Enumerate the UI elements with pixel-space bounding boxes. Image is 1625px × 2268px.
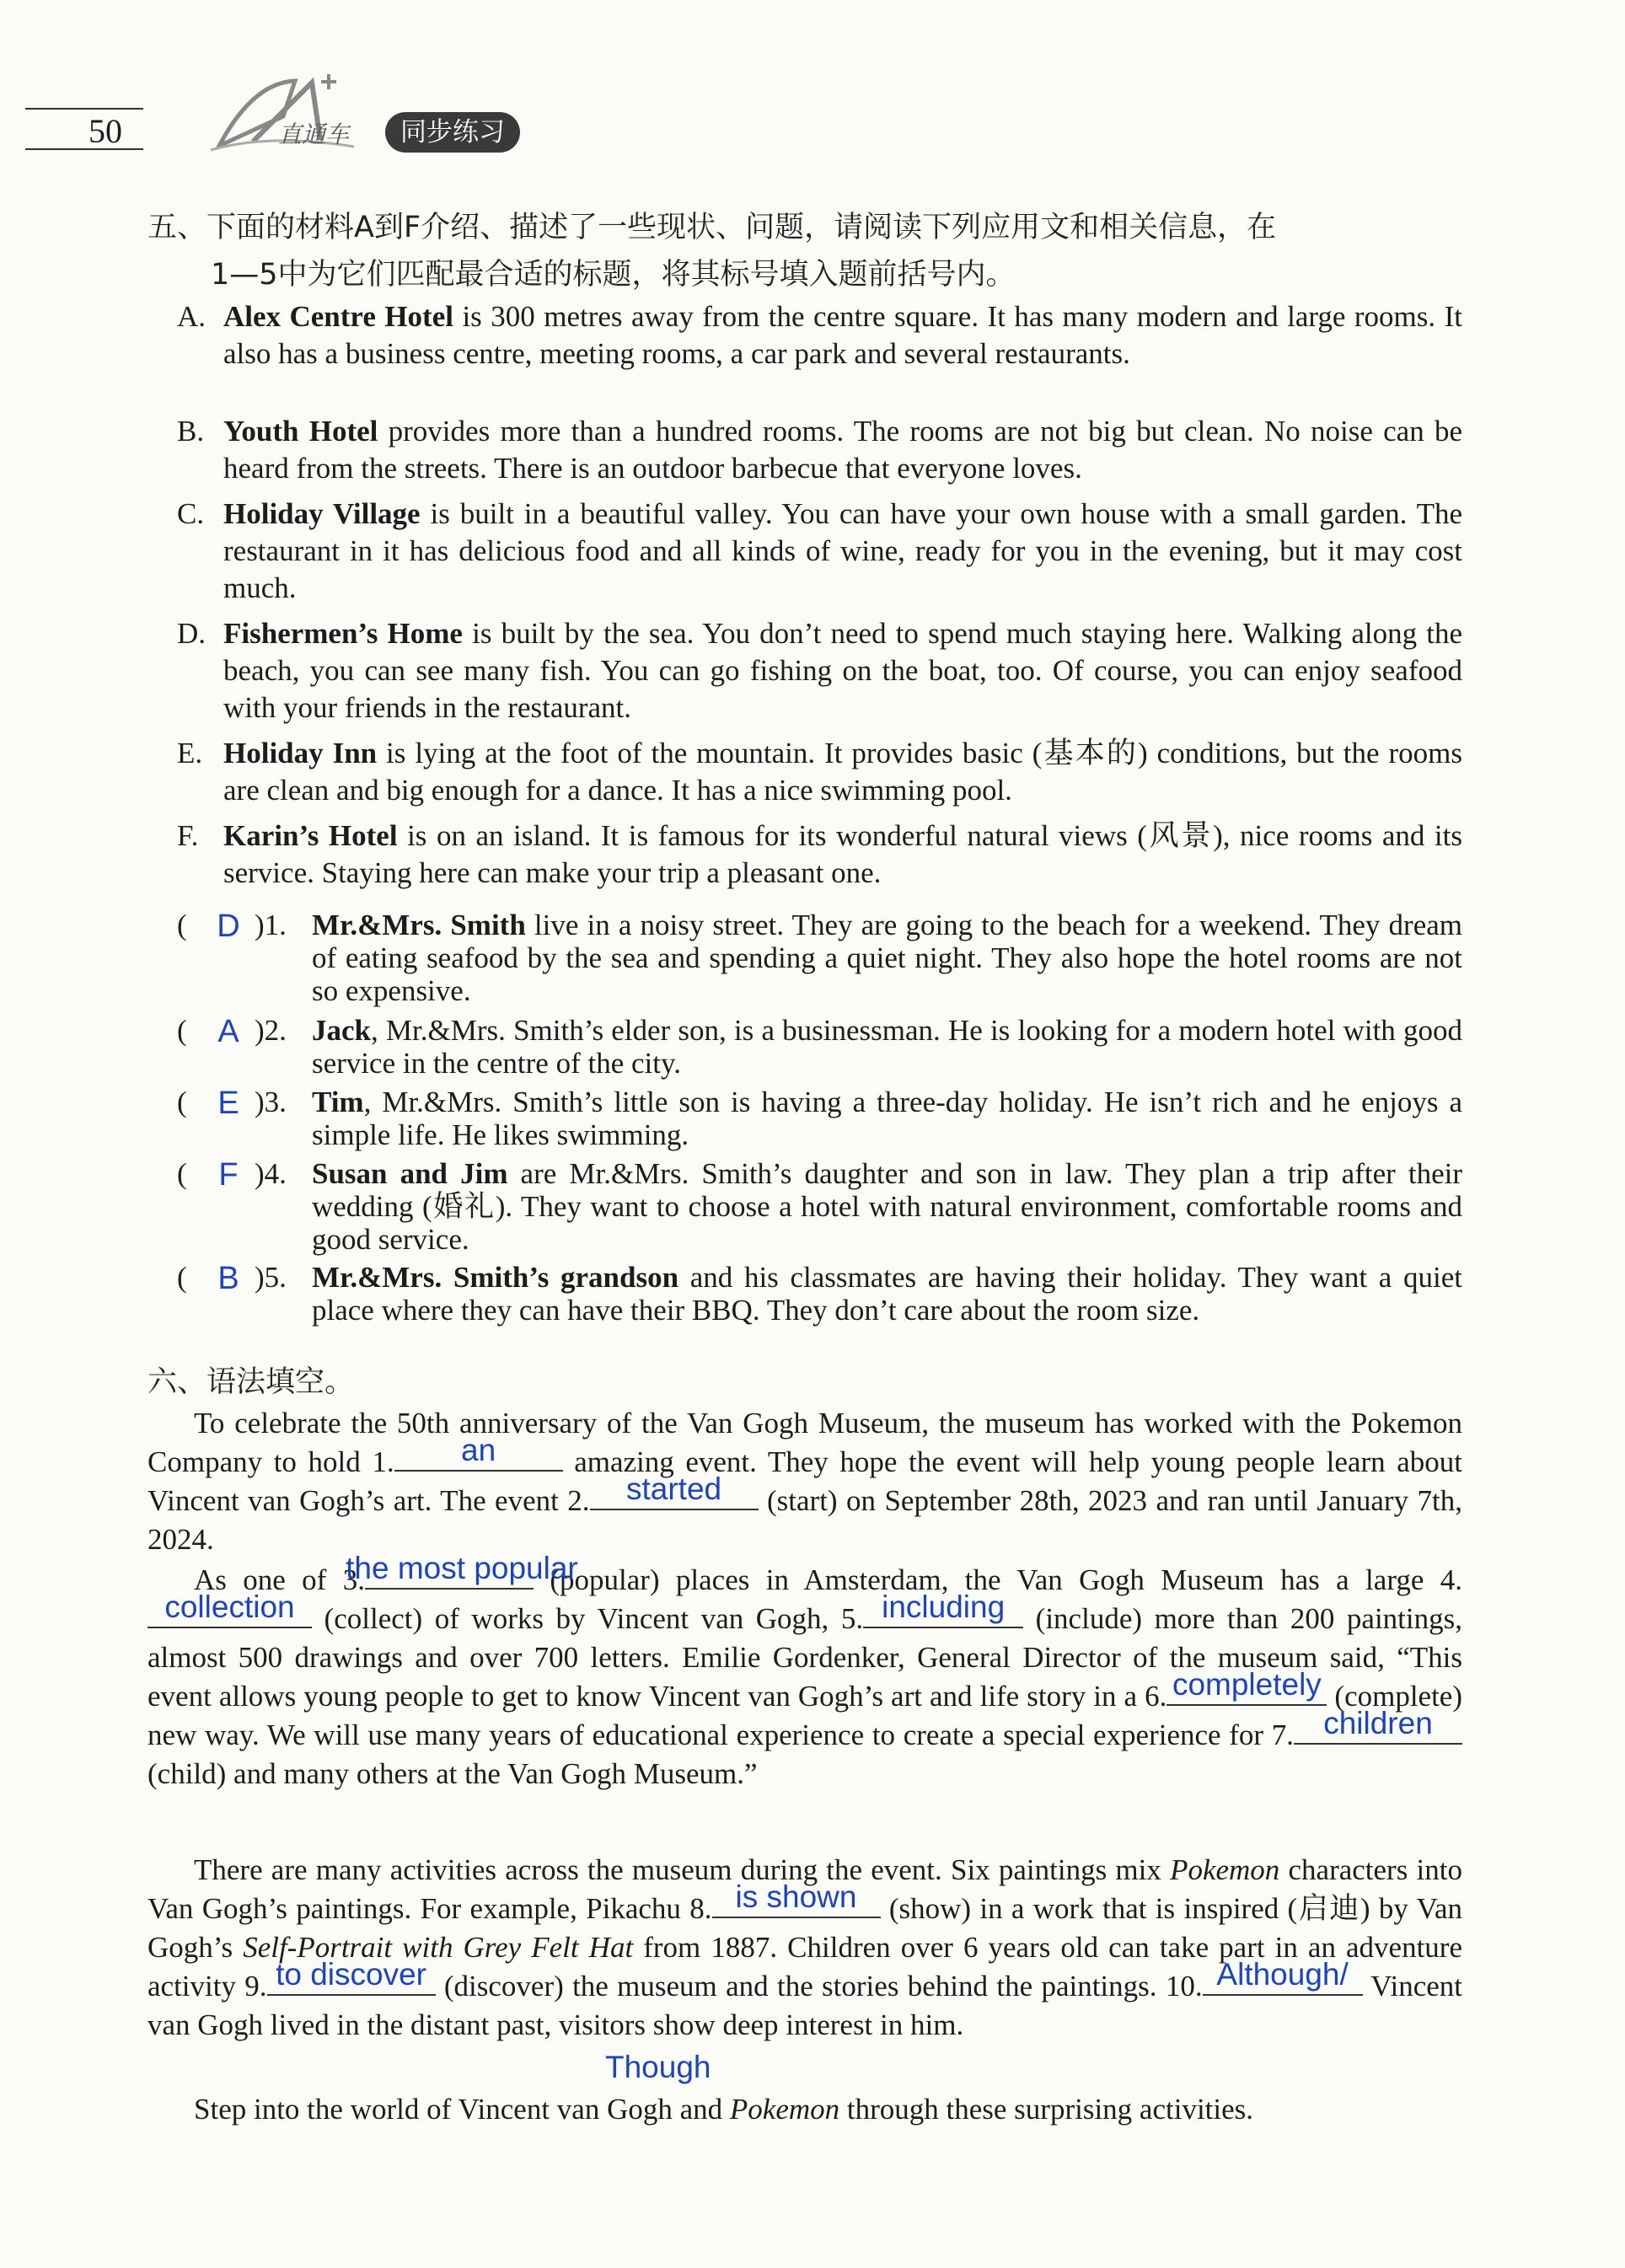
option-letter: A. [177, 300, 206, 333]
answer-1: an [461, 1433, 496, 1467]
person-name: Susan and Jim [312, 1157, 508, 1190]
option-letter: C. [177, 497, 205, 530]
hotel-name: Holiday Village [223, 497, 421, 530]
hotel-name: Alex Centre Hotel [223, 300, 453, 333]
question-text: , Mr.&Mrs. Smith’s little son is having a three-day holiday. He isn’t rich and he enjoys a simple life. He likes swimming. [312, 1086, 1462, 1151]
answer-7: children [1323, 1706, 1433, 1740]
person-name: Mr.&Mrs. Smith’s grandson [312, 1261, 679, 1294]
question-text: and his classmates are having their holiday. They want a quiet place where they can have their BBQ. They don’t care about the room size. [312, 1261, 1463, 1327]
option-text: provides more than a hundred rooms. The rooms are not big but clean. No noise can be heard from the streets. There is an outdoor barbecue that everyone loves. [223, 415, 1463, 485]
blank-4[interactable] [147, 1590, 312, 1628]
question-1: ( D )1. Mr.&Mrs. Smith live in a noisy street. They are going to the beach for a weekend. They dream of eating seafood by the sea and spending a quiet night. They also hope the hotel rooms are not so expensive. [177, 909, 1462, 1007]
option-c [177, 496, 1462, 607]
question-4: ( F )4. Susan and Jim are Mr.&Mrs. Smith’s daughter and son in law. They plan a trip after their wedding (婚礼). They want to choose a hotel with natural environment, comfortable rooms and good service. [177, 1157, 1462, 1256]
blank-9[interactable] [267, 1957, 436, 1996]
answer-10: Although/ [1216, 1957, 1349, 1992]
option-text: is on an island. It is famous for its wonderful natural views (风景), nice rooms and its service. Staying here can make your trip a pleasant one. [223, 819, 1462, 889]
blank-6[interactable] [1166, 1667, 1327, 1706]
answer-9: to discover [276, 1957, 426, 1992]
answer-4: collection [164, 1590, 295, 1624]
blank-10[interactable] [1203, 1957, 1363, 1996]
answer-10-alt: Though [605, 2050, 711, 2084]
page-number-frame [25, 108, 143, 150]
cloze-paragraph-3: There are many activities across the museum during the event. Six paintings mix Pokemon characters into Van Gogh’s paintings. For example, Pikachu 8. is shown (show) in a work that is inspired (启迪) by Van Gogh’s Self-Portrait with Grey Felt Hat from 1887. Children over 6 years old can take part in an adventure activity 9. to discover (discover) the museum and the stories behind the paintings. 10. Although/ Vincent van Gogh lived in the distant past, visitors show deep interest in him. [147, 1853, 1463, 2041]
answer-5: including [882, 1590, 1006, 1624]
hotel-name: Karin’s Hotel [223, 819, 398, 852]
option-text: is 300 metres away from the centre square. It has many modern and large rooms. It also has a business centre, meeting rooms, a car park and several restaurants. [223, 300, 1462, 370]
closing-line: Step into the world of Vincent van Gogh and Pokemon through these surprising activities. [194, 2093, 1254, 2126]
option-d [177, 615, 1462, 727]
question-text: , Mr.&Mrs. Smith’s elder son, is a businessman. He is looking for a modern hotel with good service in the centre of the city. [312, 1014, 1462, 1080]
question-text: are Mr.&Mrs. Smith’s daughter and son in law. They plan a trip after their wedding (婚礼). They want to choose a hotel with natural environment, comfortable rooms and good service. [312, 1157, 1462, 1256]
logo-text: 直通车 [278, 121, 350, 148]
blank-8[interactable] [712, 1879, 881, 1918]
cloze-paragraph-1: To celebrate the 50th anniversary of the Van Gogh Museum, the museum has worked with the Pokemon Company to hold 1. an amazing event. They hope the event will help young people learn about Vincent van Gogh’s art. The event 2. started (start) on September 28th, 2023 and ran until January 7th, 2024. [147, 1407, 1462, 1556]
answer-choice: B [217, 1261, 239, 1296]
answer-choice: F [218, 1157, 239, 1193]
hotel-name: Youth Hotel [223, 415, 378, 448]
option-letter: B. [177, 415, 205, 448]
option-e [177, 735, 1462, 809]
question-2: ( A )2. Jack, Mr.&Mrs. Smith’s elder son, is a businessman. He is looking for a modern hotel with good service in the centre of the city. [177, 1014, 1462, 1080]
option-text: is lying at the foot of the mountain. It provides basic (基本的) conditions, but the rooms are clean and big enough for a dance. It has a nice swimming pool. [223, 737, 1462, 807]
blank-1[interactable] [394, 1433, 563, 1472]
exercise-badge: 同步练习 [385, 112, 520, 153]
answer-choice: D [217, 909, 240, 944]
page-number: 50 [88, 112, 122, 150]
question-3: ( E )3. Tim, Mr.&Mrs. Smith’s little son is having a three-day holiday. He isn’t rich and he enjoys a simple life. He likes swimming. [177, 1086, 1462, 1151]
question-text: live in a noisy street. They are going to the beach for a weekend. They dream of eating seafood by the sea and spending a quiet night. They also hope the hotel rooms are not so expensive. [312, 909, 1462, 1007]
answer-3: the most popular [346, 1551, 578, 1585]
hotel-name: Holiday Inn [223, 737, 378, 769]
question-5: ( B )5. Mr.&Mrs. Smith’s grandson and his classmates are having their holiday. They want a quiet place where they can have their BBQ. They don’t care about the room size. [177, 1261, 1463, 1327]
option-a [177, 298, 1462, 373]
cloze-paragraph-2: As one of 3. the most popular (popular) places in Amsterdam, the Van Gogh Museum has a large 4. collection (collect) of works by Vincent van Gogh, 5. including (include) more than 200 paintings, almost 500 drawings and over 700 letters. Emilie Gordenker, General Director of the museum said, “This event allows young people to get to know Vincent van Gogh’s art and life story in a 6. completely (complete) new way. We will use many years of educational experience to create a special experience for 7. children (child) and many others at the Van Gogh Museum.” [147, 1561, 1462, 1793]
option-b [177, 413, 1462, 487]
person-name: Tim [312, 1086, 364, 1118]
person-name: Mr.&Mrs. Smith [312, 909, 526, 941]
answer-8: is shown [735, 1879, 857, 1914]
option-letter: F. [177, 819, 199, 852]
option-text: is built in a beautiful valley. You can have your own house with a small garden. The restaurant in it has delicious food and all kinds of wine, ready for you in the evening, but it may cost much. [223, 497, 1462, 604]
option-text: is built by the sea. You don’t need to spend much staying here. Walking along the beach, you can see many fish. You can go fishing on the boat, too. Of course, you can enjoy seafood with your friends in the restaurant. [223, 617, 1462, 724]
option-f [177, 818, 1462, 892]
section5-heading-line2: 1—5中为它们匹配最合适的标题，将其标号填入题前括号内。 [211, 258, 1016, 292]
section5-heading-line1: 五、下面的材料A到F介绍、描述了一些现状、问题，请阅读下列应用文和相关信息，在 [147, 211, 1277, 244]
blank-5[interactable] [863, 1590, 1023, 1628]
hotel-name: Fishermen’s Home [223, 617, 463, 650]
blank-7[interactable] [1294, 1706, 1462, 1745]
option-letter: E. [177, 737, 203, 769]
answer-choice: E [217, 1086, 239, 1121]
section6-heading: 六、语法填空。 [147, 1365, 355, 1399]
option-letter: D. [177, 617, 206, 650]
answer-6: completely [1172, 1667, 1322, 1702]
answer-choice: A [217, 1014, 239, 1049]
blank-3[interactable] [346, 1551, 578, 1590]
blank-2[interactable] [590, 1472, 759, 1510]
answer-2: started [625, 1472, 722, 1506]
person-name: Jack [312, 1014, 371, 1047]
